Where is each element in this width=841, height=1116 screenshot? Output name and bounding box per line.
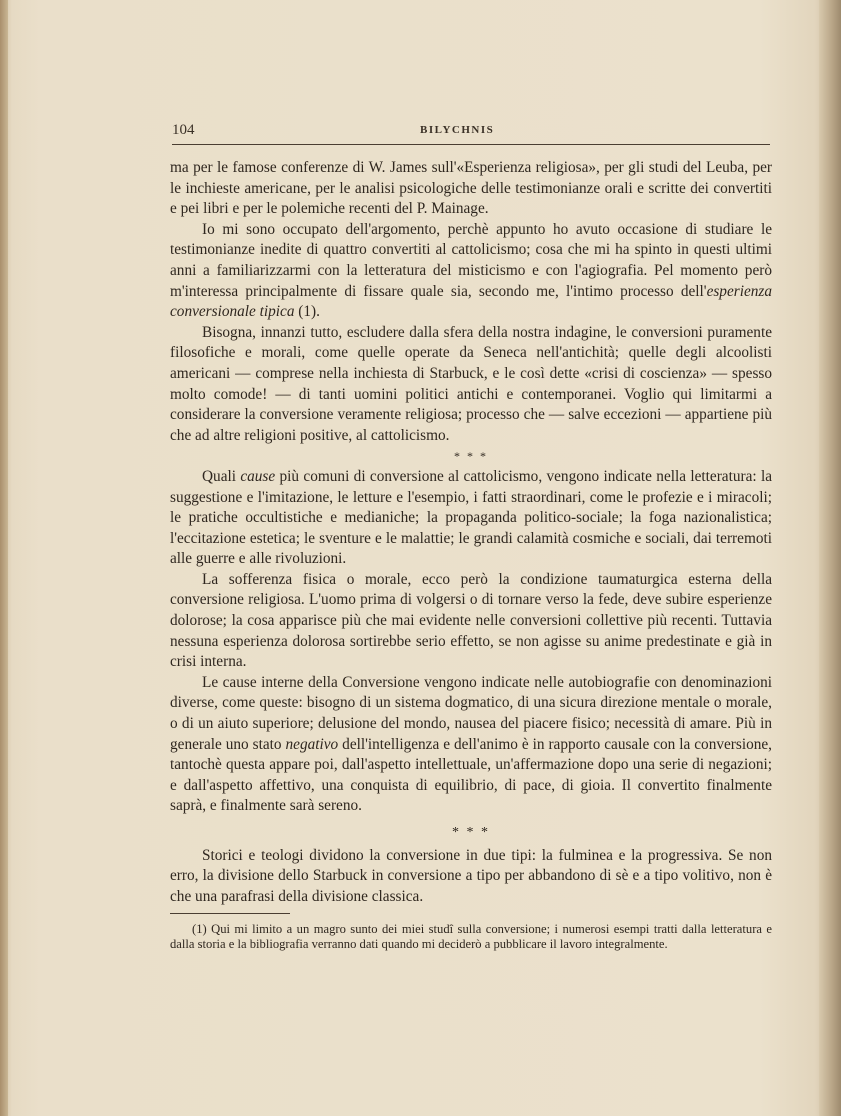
section-break: * * * [452,825,490,840]
text-run: Quali [202,467,241,485]
header-rule [172,144,770,145]
page-binding-edge [0,0,8,1116]
italic-run: cause [240,467,276,485]
text-run: dell'intelligenza e dell'animo è in rapporto causale con la conversione, tantochè questa appare poi, dall'aspetto intellettuale, un'affermazione dopo una serie di negazioni; e dall'aspetto affettivo, una conquista di equilibrio, di pace, di gioia. Il convertito finalmente saprà, e finalmente sarà sereno. [170,735,772,815]
paragraph [170,220,772,323]
paragraph [170,673,772,817]
footnote-rule [170,913,290,914]
section-break: * * * [454,449,488,464]
body-text [170,158,772,952]
text-run: più comuni di conversione al cattolicismo, vengono indicate nella letteratura: la suggestione e l'imitazione, le letture e l'esempio, i fatti straordinari, come le profezie e i miracoli; le pratiche occultistiche e medianiche; la propaganda politico-sociale; la foga nazionalistica; l'eccitazione estetica; le sventure e le malattie; le grandi calamità cosmiche e sociali, dai terremoti alle guerre e alle rivoluzioni. [170,467,772,568]
text-run: (1). [294,303,320,321]
italic-run: esperienza conversionale tipica [170,282,772,321]
page-number: 104 [172,122,195,138]
footnote: (1) Qui mi limito a un magro sunto dei miei studî sulla conversione; i numerosi esempi tratti dalla letteratura e dalla storia e la bibliografia verranno dati quando mi deciderò a pubblicare il lavoro integralmente. [170,922,772,951]
italic-run: negativo [285,735,339,753]
paragraph: ma per le famose conferenze di W. James sull'«Esperienza religiosa», per gli studi del Leuba, per le inchieste americane, per le analisi psicologiche delle testimonianze orali e scritte dei convertiti e pei libri e per le polemiche recenti del P. Mainage. [170,159,772,218]
paragraph: La sofferenza fisica o morale, ecco però la condizione taumaturgica esterna della conversione religiosa. L'uomo prima di volgersi o di tornare verso la fede, deve subire esperienze dolorose; la cosa apparisce più che mai evidente nelle conversioni collettive più recenti. Tuttavia nessuna esperienza dolorosa sortirebbe serio effetto, se non agisse su anime predestinate e già in crisi interna. [170,570,772,671]
page-right-edge [819,0,841,1116]
text-run: Le cause interne della Conversione vengono indicate nelle autobiografie con denominazioni diverse, come queste: bisogno di un sistema dogmatico, di una sicura direzione mentale o morale, o di un aiuto superiore; delusione del mondo, nausea del piacere fisico; necessità di amare. Più in generale uno stato [170,673,772,753]
page-header [172,120,772,144]
paragraph: Storici e teologi dividono la conversione in due tipi: la fulminea e la progressiva. Se non erro, la divisione dello Starbuck in conversione a tipo per abbandono di sè e a tipo volitivo, non è che una parafrasi della divisione classica. [170,846,772,905]
paragraph [170,467,772,570]
text-run: Io mi sono occupato dell'argomento, perchè appunto ho avuto occasione di studiare le testimonianze inedite di quattro convertiti al cattolicismo; cosa che mi ha spinto in questi ultimi anni a familiarizzarmi con la letteratura del misticismo e con l'agiografia. Pel momento però m'interessa principalmente di fissare quale sia, secondo me, l'intimo processo dell' [170,220,772,300]
running-head: BILYCHNIS [420,124,495,136]
paragraph: Bisogna, innanzi tutto, escludere dalla sfera della nostra indagine, le conversioni puramente filosofiche e morali, come quelle operate da Seneca nell'antichità; quelle degli alcoolisti americani — comprese nella inchiesta di Starbuck, e le così dette «crisi di coscienza» — spesso molto comode! — di tanti uomini politici antichi e contemporanei. Voglio qui limitarmi a considerare la conversione veramente religiosa; processo che — salve eccezioni — appartiene più che ad altre religioni positive, al cattolicismo. [170,323,772,444]
